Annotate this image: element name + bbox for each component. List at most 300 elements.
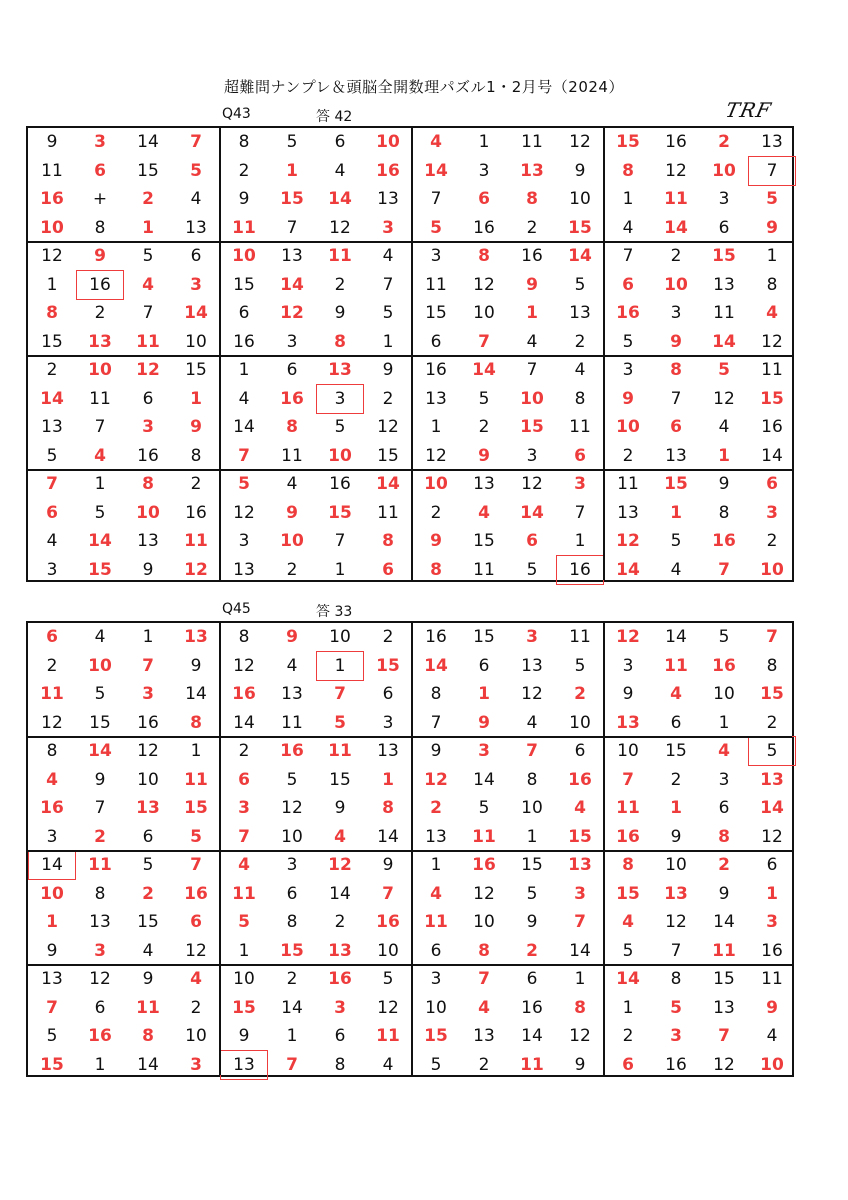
grid-cell: 5 <box>718 627 730 647</box>
block-divider <box>411 623 413 1075</box>
grid-cell: 11 <box>41 160 63 181</box>
grid-cell: 4 <box>478 502 490 523</box>
grid-cell: 1 <box>46 274 58 295</box>
puzzle-grid <box>26 126 794 582</box>
grid-cell: 5 <box>334 712 346 733</box>
grid-cell: 2 <box>46 360 58 380</box>
grid-cell: 15 <box>377 445 399 466</box>
grid-cell: 15 <box>280 940 304 961</box>
grid-cell: 1 <box>622 997 634 1018</box>
grid-cell: 13 <box>713 997 735 1018</box>
grid-cell: 16 <box>761 940 783 961</box>
grid-cell: 12 <box>233 502 255 523</box>
grid-cell: 9 <box>334 303 346 323</box>
grid-cell: 3 <box>670 303 682 323</box>
grid-cell: 16 <box>665 132 687 152</box>
grid-cell: 10 <box>88 655 112 676</box>
grid-cell: 11 <box>664 655 688 676</box>
grid-cell: 6 <box>670 417 682 437</box>
grid-cell: 8 <box>430 559 442 580</box>
grid-cell: 10 <box>760 559 784 580</box>
grid-cell: 5 <box>334 417 346 437</box>
grid-cell: 1 <box>190 388 202 409</box>
grid-cell: 3 <box>286 855 298 875</box>
grid-cell: 2 <box>238 160 250 181</box>
grid-cell: 1 <box>526 826 538 847</box>
grid-cell: 14 <box>185 684 207 704</box>
grid-cell: 4 <box>94 627 106 647</box>
grid-cell: 10 <box>281 826 303 847</box>
grid-cell: 16 <box>233 331 255 352</box>
grid-cell: 14 <box>233 712 255 733</box>
grid-cell: 3 <box>574 883 586 904</box>
grid-cell: 8 <box>142 1026 154 1046</box>
grid-cell: 1 <box>190 741 202 761</box>
grid-cell: 4 <box>622 217 634 238</box>
grid-cell: 8 <box>670 360 682 380</box>
grid-cell: 3 <box>718 189 730 209</box>
grid-cell: 1 <box>478 132 490 152</box>
block-divider <box>28 241 792 243</box>
grid-cell: 16 <box>473 217 495 238</box>
grid-cell: 15 <box>425 303 447 323</box>
grid-cell: 12 <box>281 798 303 818</box>
grid-cell: 16 <box>280 741 304 761</box>
grid-cell: 6 <box>334 1026 346 1046</box>
grid-cell: 10 <box>569 712 591 733</box>
grid-cell: 12 <box>425 445 447 466</box>
grid-cell: 13 <box>377 741 399 761</box>
grid-cell: 12 <box>184 559 208 580</box>
grid-cell: 2 <box>430 798 442 818</box>
grid-cell: 11 <box>328 741 352 761</box>
grid-cell: 3 <box>142 417 154 437</box>
grid-cell: 3 <box>190 274 202 295</box>
grid-cell: 12 <box>713 1054 735 1075</box>
highlighted-cell: 1 <box>316 652 364 681</box>
grid-cell: 9 <box>718 474 730 494</box>
grid-cell: 6 <box>382 684 394 704</box>
grid-cell: 3 <box>94 132 106 152</box>
grid-cell: 12 <box>280 303 304 323</box>
grid-cell: 13 <box>41 969 63 989</box>
grid-cell: 3 <box>622 655 634 676</box>
grid-cell: 4 <box>766 303 778 323</box>
grid-cell: 5 <box>382 969 394 989</box>
page-title: 超難問ナンプレ＆頭脳全開数理パズル1・2月号（2024） <box>224 78 624 96</box>
grid-cell: 16 <box>425 627 447 647</box>
grid-cell: 15 <box>616 132 640 152</box>
grid-cell: 8 <box>766 274 778 295</box>
puzzle-label: Q43 <box>222 106 251 122</box>
grid-cell: 10 <box>712 160 736 181</box>
grid-cell: 7 <box>526 741 538 761</box>
grid-cell: 16 <box>137 712 159 733</box>
grid-cell: 10 <box>617 741 639 761</box>
grid-cell: 14 <box>329 883 351 904</box>
grid-cell: 8 <box>142 474 154 494</box>
grid-cell: 15 <box>712 246 736 266</box>
grid-cell: 4 <box>574 360 586 380</box>
grid-cell: 2 <box>574 684 586 704</box>
grid-cell: 14 <box>40 388 64 409</box>
grid-cell: 12 <box>185 940 207 961</box>
grid-cell: 8 <box>526 769 538 790</box>
grid-cell: 3 <box>622 360 634 380</box>
grid-cell: 6 <box>190 912 202 932</box>
grid-cell: 8 <box>382 531 394 551</box>
grid-cell: 6 <box>766 855 778 875</box>
grid-cell: 15 <box>665 741 687 761</box>
grid-cell: 14 <box>664 217 688 238</box>
grid-cell: 14 <box>760 798 784 818</box>
grid-cell: 15 <box>568 217 592 238</box>
grid-cell: 15 <box>760 684 784 704</box>
grid-cell: 1 <box>574 531 586 551</box>
grid-cell: 13 <box>281 246 303 266</box>
grid-cell: 11 <box>424 912 448 932</box>
grid-cell: 7 <box>478 331 490 352</box>
grid-cell: 2 <box>94 303 106 323</box>
grid-cell: 16 <box>376 912 400 932</box>
grid-cell: 1 <box>94 474 106 494</box>
grid-cell: 16 <box>280 388 304 409</box>
grid-cell: 11 <box>89 388 111 409</box>
grid-cell: 9 <box>670 331 682 352</box>
puzzle-answer: 答 42 <box>316 109 353 125</box>
grid-cell: 16 <box>568 769 592 790</box>
grid-cell: 11 <box>569 627 591 647</box>
grid-cell: 3 <box>190 1054 202 1075</box>
grid-cell: 7 <box>286 1054 298 1075</box>
grid-cell: 11 <box>232 217 256 238</box>
grid-cell: 12 <box>328 855 352 875</box>
grid-cell: 15 <box>473 531 495 551</box>
highlighted-cell: 13 <box>220 1051 268 1080</box>
grid-cell: 14 <box>712 331 736 352</box>
grid-cell: 14 <box>424 160 448 181</box>
grid-cell: 7 <box>574 912 586 932</box>
grid-cell: 9 <box>94 769 106 790</box>
grid-cell: 12 <box>665 912 687 932</box>
grid-cell: 10 <box>521 798 543 818</box>
grid-cell: 2 <box>478 1054 490 1075</box>
grid-cell: 6 <box>46 627 58 647</box>
grid-cell: 9 <box>46 940 58 961</box>
grid-cell: 14 <box>88 531 112 551</box>
grid-cell: 5 <box>94 502 106 523</box>
grid-cell: + <box>92 189 108 209</box>
signature: TRF <box>723 98 774 122</box>
grid-cell: 7 <box>622 246 634 266</box>
grid-cell: 5 <box>238 912 250 932</box>
grid-cell: 5 <box>526 883 538 904</box>
grid-cell: 10 <box>616 417 640 437</box>
grid-cell: 8 <box>382 798 394 818</box>
grid-cell: 13 <box>617 502 639 523</box>
grid-cell: 14 <box>665 627 687 647</box>
grid-cell: 3 <box>526 627 538 647</box>
grid-cell: 8 <box>286 912 298 932</box>
grid-cell: 10 <box>569 189 591 209</box>
grid-cell: 1 <box>430 855 442 875</box>
grid-cell: 14 <box>568 246 592 266</box>
grid-cell: 16 <box>712 531 736 551</box>
grid-cell: 3 <box>478 160 490 181</box>
grid-cell: 7 <box>238 445 250 466</box>
grid-cell: 1 <box>670 798 682 818</box>
grid-cell: 13 <box>521 655 543 676</box>
grid-cell: 7 <box>526 360 538 380</box>
grid-cell: 7 <box>670 940 682 961</box>
grid-cell: 7 <box>430 712 442 733</box>
grid-cell: 9 <box>286 502 298 523</box>
grid-cell: 14 <box>233 417 255 437</box>
grid-cell: 1 <box>142 217 154 238</box>
grid-cell: 9 <box>94 246 106 266</box>
grid-cell: 8 <box>94 883 106 904</box>
grid-cell: 1 <box>286 160 298 181</box>
grid-cell: 13 <box>425 388 447 409</box>
grid-cell: 7 <box>286 217 298 238</box>
grid-cell: 10 <box>665 855 687 875</box>
grid-cell: 4 <box>766 1026 778 1046</box>
grid-cell: 13 <box>568 855 592 875</box>
grid-cell: 13 <box>664 883 688 904</box>
grid-cell: 6 <box>238 303 250 323</box>
grid-cell: 7 <box>46 474 58 494</box>
grid-cell: 2 <box>286 969 298 989</box>
grid-cell: 14 <box>521 1026 543 1046</box>
grid-cell: 11 <box>184 769 208 790</box>
grid-cell: 6 <box>622 274 634 295</box>
grid-cell: 13 <box>520 160 544 181</box>
grid-cell: 16 <box>137 445 159 466</box>
grid-cell: 4 <box>622 912 634 932</box>
grid-cell: 13 <box>137 531 159 551</box>
grid-cell: 2 <box>382 388 394 409</box>
grid-cell: 8 <box>286 417 298 437</box>
grid-cell: 4 <box>94 445 106 466</box>
grid-cell: 10 <box>473 912 495 932</box>
grid-cell: 9 <box>526 912 538 932</box>
grid-cell: 6 <box>766 474 778 494</box>
grid-cell: 16 <box>40 189 64 209</box>
grid-cell: 9 <box>382 855 394 875</box>
grid-cell: 1 <box>622 189 634 209</box>
grid-cell: 3 <box>382 217 394 238</box>
grid-cell: 11 <box>712 940 736 961</box>
grid-cell: 4 <box>142 940 154 961</box>
grid-cell: 1 <box>142 627 154 647</box>
grid-cell: 15 <box>568 826 592 847</box>
block-divider <box>28 964 792 966</box>
grid-cell: 6 <box>574 741 586 761</box>
grid-cell: 5 <box>142 855 154 875</box>
grid-cell: 2 <box>190 997 202 1018</box>
grid-cell: 4 <box>718 741 730 761</box>
block-divider <box>411 128 413 580</box>
grid-cell: 3 <box>238 531 250 551</box>
grid-cell: 10 <box>280 531 304 551</box>
grid-cell: 7 <box>382 274 394 295</box>
grid-cell: 7 <box>478 969 490 989</box>
grid-cell: 7 <box>334 684 346 704</box>
grid-cell: 11 <box>281 712 303 733</box>
grid-cell: 11 <box>184 531 208 551</box>
grid-cell: 15 <box>760 388 784 409</box>
grid-cell: 1 <box>238 360 250 380</box>
grid-cell: 12 <box>616 627 640 647</box>
grid-cell: 7 <box>94 417 106 437</box>
grid-cell: 7 <box>142 655 154 676</box>
grid-cell: 9 <box>718 883 730 904</box>
grid-cell: 9 <box>766 217 778 238</box>
grid-cell: 12 <box>665 160 687 181</box>
grid-cell: 2 <box>766 531 778 551</box>
grid-cell: 9 <box>766 997 778 1018</box>
grid-cell: 10 <box>377 940 399 961</box>
grid-cell: 13 <box>616 712 640 733</box>
grid-cell: 3 <box>142 684 154 704</box>
grid-cell: 6 <box>622 1054 634 1075</box>
grid-cell: 14 <box>473 769 495 790</box>
grid-cell: 1 <box>382 331 394 352</box>
grid-cell: 5 <box>718 360 730 380</box>
grid-cell: 4 <box>478 997 490 1018</box>
grid-cell: 16 <box>665 1054 687 1075</box>
grid-cell: 9 <box>286 627 298 647</box>
grid-cell: 16 <box>376 160 400 181</box>
grid-cell: 14 <box>280 274 304 295</box>
grid-cell: 10 <box>473 303 495 323</box>
grid-cell: 8 <box>46 741 58 761</box>
grid-cell: 16 <box>761 417 783 437</box>
grid-cell: 11 <box>616 798 640 818</box>
grid-cell: 16 <box>425 360 447 380</box>
grid-cell: 11 <box>569 417 591 437</box>
grid-cell: 11 <box>521 132 543 152</box>
grid-cell: 4 <box>46 769 58 790</box>
grid-cell: 8 <box>670 969 682 989</box>
grid-cell: 10 <box>328 445 352 466</box>
block-divider <box>28 469 792 471</box>
grid-cell: 13 <box>473 1026 495 1046</box>
highlighted-cell: 16 <box>76 271 124 300</box>
grid-cell: 11 <box>713 303 735 323</box>
grid-cell: 11 <box>88 855 112 875</box>
grid-cell: 11 <box>40 684 64 704</box>
grid-cell: 2 <box>622 1026 634 1046</box>
grid-cell: 6 <box>142 388 154 409</box>
grid-cell: 2 <box>382 627 394 647</box>
grid-cell: 13 <box>88 331 112 352</box>
grid-cell: 14 <box>616 559 640 580</box>
grid-cell: 10 <box>137 769 159 790</box>
grid-cell: 2 <box>478 417 490 437</box>
grid-cell: 7 <box>46 997 58 1018</box>
grid-cell: 11 <box>377 502 399 523</box>
grid-cell: 2 <box>286 559 298 580</box>
grid-cell: 1 <box>478 684 490 704</box>
grid-cell: 10 <box>425 997 447 1018</box>
grid-cell: 14 <box>328 189 352 209</box>
grid-cell: 1 <box>238 940 250 961</box>
highlighted-cell: 7 <box>748 157 796 186</box>
grid-cell: 3 <box>238 798 250 818</box>
grid-cell: 11 <box>425 274 447 295</box>
grid-cell: 5 <box>670 997 682 1018</box>
grid-cell: 10 <box>185 331 207 352</box>
grid-cell: 16 <box>712 655 736 676</box>
grid-cell: 9 <box>478 712 490 733</box>
grid-cell: 3 <box>430 246 442 266</box>
grid-cell: 13 <box>184 627 208 647</box>
grid-cell: 13 <box>41 417 63 437</box>
grid-cell: 11 <box>136 997 160 1018</box>
grid-cell: 9 <box>574 160 586 181</box>
grid-cell: 6 <box>46 502 58 523</box>
grid-cell: 1 <box>718 712 730 733</box>
grid-cell: 1 <box>430 417 442 437</box>
grid-cell: 5 <box>286 769 298 790</box>
grid-cell: 1 <box>718 445 730 466</box>
grid-cell: 9 <box>238 1026 250 1046</box>
grid-cell: 4 <box>142 274 154 295</box>
grid-cell: 10 <box>424 474 448 494</box>
grid-cell: 8 <box>238 627 250 647</box>
grid-cell: 5 <box>142 246 154 266</box>
grid-cell: 2 <box>430 502 442 523</box>
grid-cell: 8 <box>622 855 634 875</box>
grid-cell: 5 <box>238 474 250 494</box>
grid-cell: 7 <box>430 189 442 209</box>
grid-cell: 4 <box>238 388 250 409</box>
grid-cell: 5 <box>574 655 586 676</box>
grid-cell: 9 <box>190 417 202 437</box>
grid-cell: 3 <box>334 997 346 1018</box>
grid-cell: 12 <box>41 246 63 266</box>
grid-cell: 2 <box>334 912 346 932</box>
block-divider <box>28 736 792 738</box>
grid-cell: 12 <box>473 883 495 904</box>
grid-cell: 15 <box>232 997 256 1018</box>
grid-cell: 8 <box>622 160 634 181</box>
grid-cell: 11 <box>761 360 783 380</box>
grid-cell: 14 <box>376 474 400 494</box>
grid-cell: 12 <box>424 769 448 790</box>
grid-cell: 4 <box>430 883 442 904</box>
grid-cell: 11 <box>376 1026 400 1046</box>
grid-cell: 7 <box>238 826 250 847</box>
grid-cell: 8 <box>238 132 250 152</box>
grid-cell: 13 <box>425 826 447 847</box>
grid-cell: 15 <box>664 474 688 494</box>
grid-cell: 5 <box>622 940 634 961</box>
grid-cell: 3 <box>382 712 394 733</box>
grid-cell: 16 <box>88 1026 112 1046</box>
grid-cell: 5 <box>430 217 442 238</box>
grid-cell: 9 <box>670 826 682 847</box>
grid-cell: 12 <box>377 997 399 1018</box>
grid-cell: 16 <box>521 246 543 266</box>
grid-cell: 11 <box>761 969 783 989</box>
grid-cell: 15 <box>184 798 208 818</box>
grid-cell: 13 <box>377 189 399 209</box>
grid-cell: 9 <box>46 132 58 152</box>
grid-cell: 14 <box>184 303 208 323</box>
grid-cell: 4 <box>718 417 730 437</box>
